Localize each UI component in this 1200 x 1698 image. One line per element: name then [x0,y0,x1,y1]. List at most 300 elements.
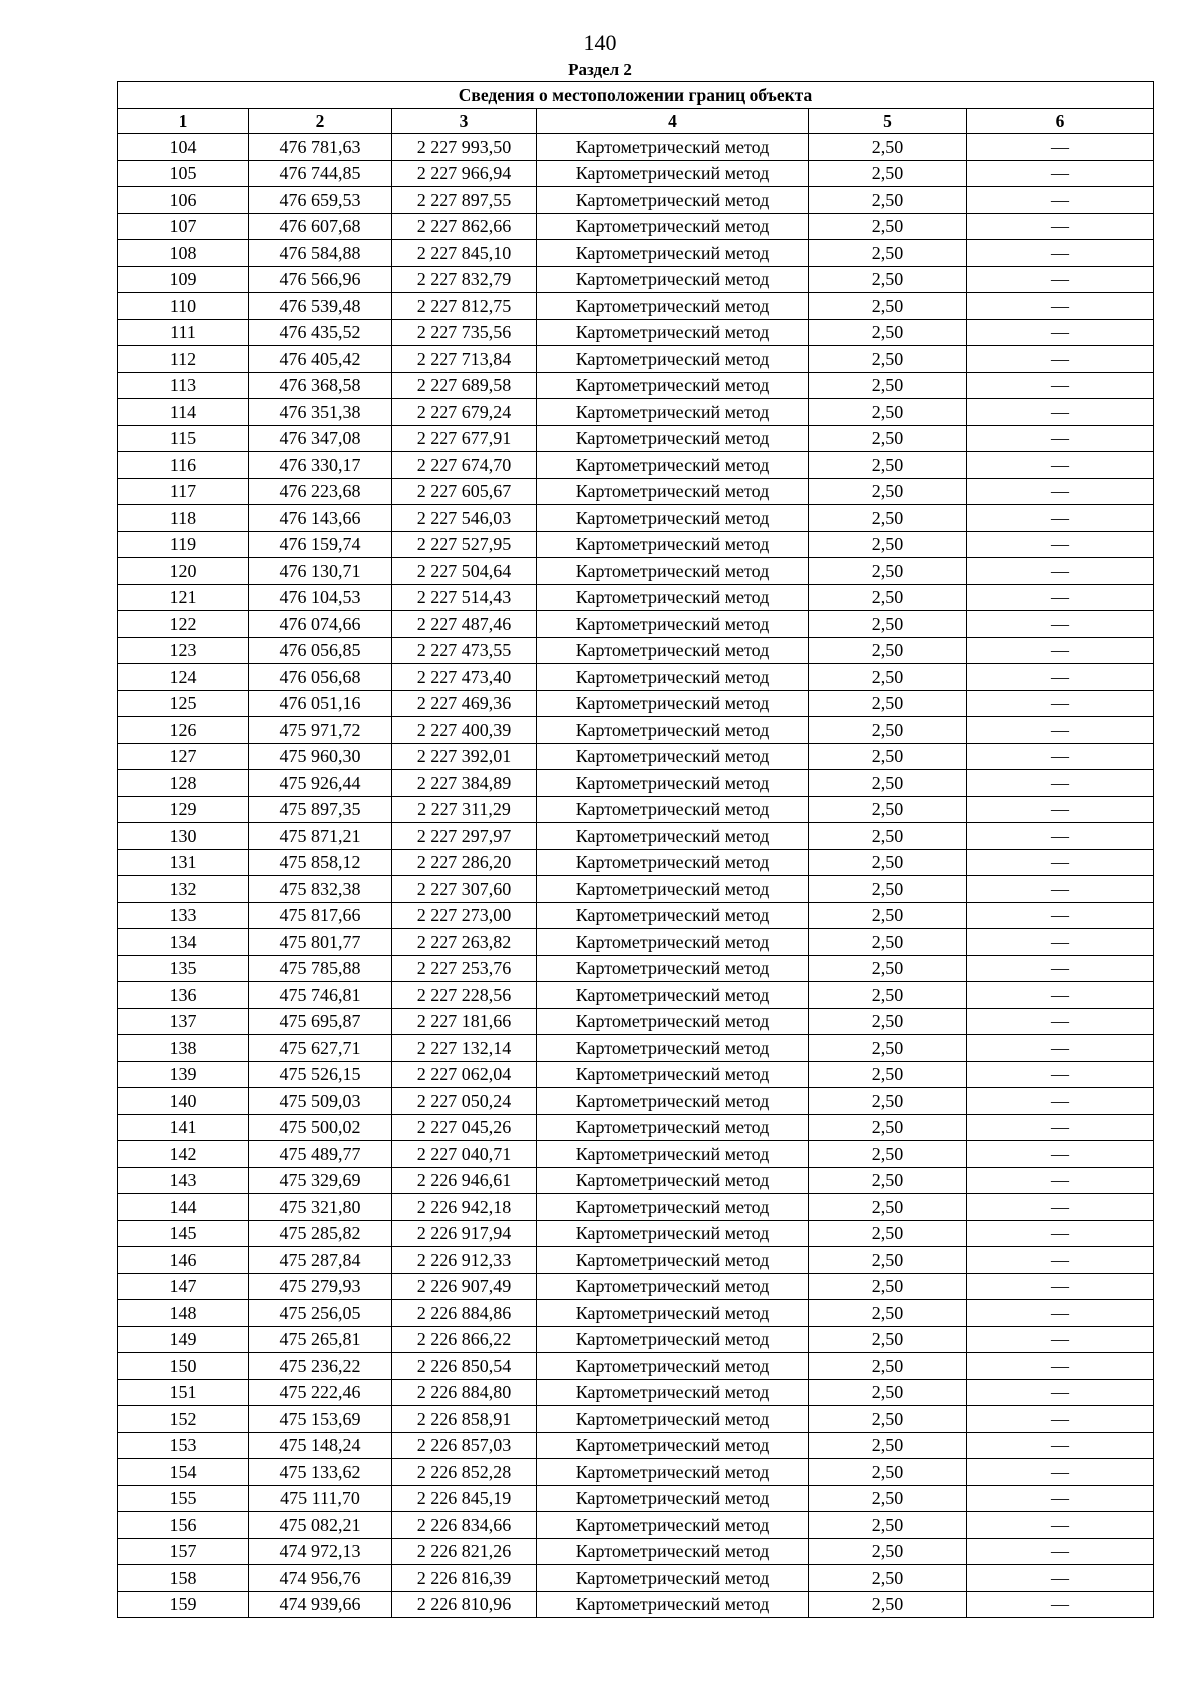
y-coordinate-cell: 2 227 605,67 [392,478,537,505]
note-cell: — [967,1300,1154,1327]
method-cell: Картометрический метод [537,876,809,903]
table-row [118,160,1154,187]
x-coordinate-cell: 475 897,35 [249,796,392,823]
table-row [118,902,1154,929]
table-row [118,743,1154,770]
point-number-cell: 131 [118,849,249,876]
note-cell: — [967,452,1154,479]
accuracy-cell: 2,50 [809,1114,967,1141]
method-cell: Картометрический метод [537,293,809,320]
accuracy-cell: 2,50 [809,1326,967,1353]
point-number-cell: 114 [118,399,249,426]
x-coordinate-cell: 475 817,66 [249,902,392,929]
note-cell: — [967,743,1154,770]
x-coordinate-cell: 476 351,38 [249,399,392,426]
accuracy-cell: 2,50 [809,664,967,691]
accuracy-cell: 2,50 [809,955,967,982]
point-number-cell: 120 [118,558,249,585]
x-coordinate-cell: 475 801,77 [249,929,392,956]
point-number-cell: 155 [118,1485,249,1512]
accuracy-cell: 2,50 [809,1379,967,1406]
table-row [118,637,1154,664]
table-row [118,478,1154,505]
table-body [118,134,1154,1618]
point-number-cell: 144 [118,1194,249,1221]
note-cell: — [967,876,1154,903]
method-cell: Картометрический метод [537,1220,809,1247]
point-number-cell: 156 [118,1512,249,1539]
y-coordinate-cell: 2 226 907,49 [392,1273,537,1300]
point-number-cell: 119 [118,531,249,558]
point-number-cell: 137 [118,1008,249,1035]
method-cell: Картометрический метод [537,452,809,479]
point-number-cell: 115 [118,425,249,452]
accuracy-cell: 2,50 [809,160,967,187]
point-number-cell: 121 [118,584,249,611]
note-cell: — [967,1088,1154,1115]
y-coordinate-cell: 2 226 834,66 [392,1512,537,1539]
y-coordinate-cell: 2 227 384,89 [392,770,537,797]
accuracy-cell: 2,50 [809,637,967,664]
x-coordinate-cell: 475 133,62 [249,1459,392,1486]
accuracy-cell: 2,50 [809,187,967,214]
method-cell: Картометрический метод [537,1432,809,1459]
table-row [118,717,1154,744]
y-coordinate-cell: 2 227 062,04 [392,1061,537,1088]
y-coordinate-cell: 2 226 912,33 [392,1247,537,1274]
x-coordinate-cell: 476 744,85 [249,160,392,187]
method-cell: Картометрический метод [537,1247,809,1274]
point-number-cell: 148 [118,1300,249,1327]
point-number-cell: 147 [118,1273,249,1300]
accuracy-cell: 2,50 [809,1194,967,1221]
method-cell: Картометрический метод [537,1379,809,1406]
note-cell: — [967,134,1154,161]
point-number-cell: 154 [118,1459,249,1486]
method-cell: Картометрический метод [537,1035,809,1062]
table-row [118,531,1154,558]
x-coordinate-cell: 476 056,68 [249,664,392,691]
point-number-cell: 112 [118,346,249,373]
note-cell: — [967,1167,1154,1194]
point-number-cell: 139 [118,1061,249,1088]
y-coordinate-cell: 2 227 307,60 [392,876,537,903]
method-cell: Картометрический метод [537,743,809,770]
note-cell: — [967,690,1154,717]
point-number-cell: 107 [118,213,249,240]
accuracy-cell: 2,50 [809,1353,967,1380]
y-coordinate-cell: 2 227 546,03 [392,505,537,532]
point-number-cell: 149 [118,1326,249,1353]
note-cell: — [967,187,1154,214]
table-row [118,1379,1154,1406]
accuracy-cell: 2,50 [809,770,967,797]
y-coordinate-cell: 2 227 832,79 [392,266,537,293]
note-cell: — [967,1591,1154,1618]
accuracy-cell: 2,50 [809,1088,967,1115]
x-coordinate-cell: 476 130,71 [249,558,392,585]
x-coordinate-cell: 475 265,81 [249,1326,392,1353]
method-cell: Картометрический метод [537,584,809,611]
accuracy-cell: 2,50 [809,1220,967,1247]
y-coordinate-cell: 2 227 286,20 [392,849,537,876]
method-cell: Картометрический метод [537,134,809,161]
point-number-cell: 105 [118,160,249,187]
method-cell: Картометрический метод [537,1591,809,1618]
accuracy-cell: 2,50 [809,319,967,346]
y-coordinate-cell: 2 227 473,40 [392,664,537,691]
y-coordinate-cell: 2 226 866,22 [392,1326,537,1353]
table-row [118,1008,1154,1035]
x-coordinate-cell: 476 659,53 [249,187,392,214]
table-row [118,1194,1154,1221]
x-coordinate-cell: 476 056,85 [249,637,392,664]
y-coordinate-cell: 2 227 050,24 [392,1088,537,1115]
column-number: 4 [537,109,809,134]
note-cell: — [967,1035,1154,1062]
note-cell: — [967,425,1154,452]
x-coordinate-cell: 475 148,24 [249,1432,392,1459]
note-cell: — [967,796,1154,823]
note-cell: — [967,478,1154,505]
accuracy-cell: 2,50 [809,1247,967,1274]
y-coordinate-cell: 2 227 253,76 [392,955,537,982]
method-cell: Картометрический метод [537,664,809,691]
note-cell: — [967,1061,1154,1088]
table-row [118,558,1154,585]
point-number-cell: 138 [118,1035,249,1062]
y-coordinate-cell: 2 226 821,26 [392,1538,537,1565]
point-number-cell: 146 [118,1247,249,1274]
note-cell: — [967,266,1154,293]
note-cell: — [967,1141,1154,1168]
method-cell: Картометрический метод [537,1406,809,1433]
point-number-cell: 110 [118,293,249,320]
table-row [118,346,1154,373]
accuracy-cell: 2,50 [809,1432,967,1459]
method-cell: Картометрический метод [537,1167,809,1194]
column-number: 2 [249,109,392,134]
note-cell: — [967,531,1154,558]
y-coordinate-cell: 2 227 966,94 [392,160,537,187]
note-cell: — [967,1114,1154,1141]
method-cell: Картометрический метод [537,611,809,638]
accuracy-cell: 2,50 [809,1591,967,1618]
table-row [118,664,1154,691]
x-coordinate-cell: 474 939,66 [249,1591,392,1618]
note-cell: — [967,1406,1154,1433]
y-coordinate-cell: 2 227 228,56 [392,982,537,1009]
table-row [118,1061,1154,1088]
x-coordinate-cell: 475 236,22 [249,1353,392,1380]
accuracy-cell: 2,50 [809,690,967,717]
x-coordinate-cell: 476 435,52 [249,319,392,346]
method-cell: Картометрический метод [537,1485,809,1512]
point-number-cell: 116 [118,452,249,479]
accuracy-cell: 2,50 [809,743,967,770]
note-cell: — [967,1247,1154,1274]
y-coordinate-cell: 2 227 689,58 [392,372,537,399]
y-coordinate-cell: 2 227 713,84 [392,346,537,373]
table-row [118,1512,1154,1539]
y-coordinate-cell: 2 227 677,91 [392,425,537,452]
point-number-cell: 158 [118,1565,249,1592]
accuracy-cell: 2,50 [809,1406,967,1433]
x-coordinate-cell: 475 285,82 [249,1220,392,1247]
note-cell: — [967,1326,1154,1353]
method-cell: Картометрический метод [537,346,809,373]
point-number-cell: 134 [118,929,249,956]
method-cell: Картометрический метод [537,770,809,797]
x-coordinate-cell: 476 607,68 [249,213,392,240]
column-number: 3 [392,109,537,134]
y-coordinate-cell: 2 227 812,75 [392,293,537,320]
method-cell: Картометрический метод [537,902,809,929]
table-row [118,584,1154,611]
note-cell: — [967,611,1154,638]
method-cell: Картометрический метод [537,240,809,267]
y-coordinate-cell: 2 227 400,39 [392,717,537,744]
x-coordinate-cell: 475 111,70 [249,1485,392,1512]
table-row [118,1035,1154,1062]
table-row [118,770,1154,797]
method-cell: Картометрический метод [537,1114,809,1141]
accuracy-cell: 2,50 [809,240,967,267]
table-row [118,1459,1154,1486]
x-coordinate-cell: 475 222,46 [249,1379,392,1406]
table-row [118,1432,1154,1459]
table-row [118,849,1154,876]
accuracy-cell: 2,50 [809,1300,967,1327]
table-row [118,1114,1154,1141]
point-number-cell: 127 [118,743,249,770]
y-coordinate-cell: 2 227 045,26 [392,1114,537,1141]
y-coordinate-cell: 2 227 862,66 [392,213,537,240]
x-coordinate-cell: 476 368,58 [249,372,392,399]
method-cell: Картометрический метод [537,478,809,505]
y-coordinate-cell: 2 227 679,24 [392,399,537,426]
x-coordinate-cell: 475 971,72 [249,717,392,744]
point-number-cell: 157 [118,1538,249,1565]
table-row [118,187,1154,214]
table-row [118,796,1154,823]
accuracy-cell: 2,50 [809,1141,967,1168]
table-row [118,425,1154,452]
accuracy-cell: 2,50 [809,1459,967,1486]
y-coordinate-cell: 2 227 297,97 [392,823,537,850]
note-cell: — [967,1485,1154,1512]
method-cell: Картометрический метод [537,160,809,187]
accuracy-cell: 2,50 [809,478,967,505]
accuracy-cell: 2,50 [809,1167,967,1194]
y-coordinate-cell: 2 227 132,14 [392,1035,537,1062]
table-row [118,1326,1154,1353]
x-coordinate-cell: 476 781,63 [249,134,392,161]
y-coordinate-cell: 2 227 469,36 [392,690,537,717]
method-cell: Картометрический метод [537,796,809,823]
note-cell: — [967,982,1154,1009]
y-coordinate-cell: 2 227 181,66 [392,1008,537,1035]
table-row [118,399,1154,426]
method-cell: Картометрический метод [537,1008,809,1035]
x-coordinate-cell: 475 695,87 [249,1008,392,1035]
accuracy-cell: 2,50 [809,902,967,929]
x-coordinate-cell: 476 330,17 [249,452,392,479]
accuracy-cell: 2,50 [809,293,967,320]
note-cell: — [967,372,1154,399]
x-coordinate-cell: 476 159,74 [249,531,392,558]
y-coordinate-cell: 2 227 674,70 [392,452,537,479]
x-coordinate-cell: 476 223,68 [249,478,392,505]
table-row [118,134,1154,161]
y-coordinate-cell: 2 226 816,39 [392,1565,537,1592]
x-coordinate-cell: 475 746,81 [249,982,392,1009]
x-coordinate-cell: 475 960,30 [249,743,392,770]
accuracy-cell: 2,50 [809,611,967,638]
x-coordinate-cell: 476 405,42 [249,346,392,373]
table-row [118,1167,1154,1194]
method-cell: Картометрический метод [537,213,809,240]
x-coordinate-cell: 475 785,88 [249,955,392,982]
method-cell: Картометрический метод [537,1061,809,1088]
accuracy-cell: 2,50 [809,1008,967,1035]
y-coordinate-cell: 2 227 504,64 [392,558,537,585]
note-cell: — [967,346,1154,373]
note-cell: — [967,1273,1154,1300]
table-row [118,823,1154,850]
note-cell: — [967,1008,1154,1035]
table-row [118,1088,1154,1115]
note-cell: — [967,1432,1154,1459]
x-coordinate-cell: 475 321,80 [249,1194,392,1221]
x-coordinate-cell: 475 287,84 [249,1247,392,1274]
x-coordinate-cell: 476 143,66 [249,505,392,532]
point-number-cell: 151 [118,1379,249,1406]
x-coordinate-cell: 474 956,76 [249,1565,392,1592]
table-row [118,876,1154,903]
point-number-cell: 128 [118,770,249,797]
note-cell: — [967,399,1154,426]
method-cell: Картометрический метод [537,505,809,532]
point-number-cell: 150 [118,1353,249,1380]
accuracy-cell: 2,50 [809,1273,967,1300]
note-cell: — [967,160,1154,187]
x-coordinate-cell: 475 832,38 [249,876,392,903]
y-coordinate-cell: 2 227 311,29 [392,796,537,823]
accuracy-cell: 2,50 [809,796,967,823]
point-number-cell: 118 [118,505,249,532]
table-row [118,929,1154,956]
accuracy-cell: 2,50 [809,1035,967,1062]
table-row [118,293,1154,320]
accuracy-cell: 2,50 [809,213,967,240]
table-row [118,1565,1154,1592]
y-coordinate-cell: 2 227 273,00 [392,902,537,929]
point-number-cell: 117 [118,478,249,505]
y-coordinate-cell: 2 226 850,54 [392,1353,537,1380]
y-coordinate-cell: 2 227 263,82 [392,929,537,956]
method-cell: Картометрический метод [537,1273,809,1300]
point-number-cell: 133 [118,902,249,929]
y-coordinate-cell: 2 227 392,01 [392,743,537,770]
point-number-cell: 145 [118,1220,249,1247]
table-row [118,240,1154,267]
table-row [118,1485,1154,1512]
column-number: 6 [967,109,1154,134]
note-cell: — [967,1353,1154,1380]
note-cell: — [967,505,1154,532]
note-cell: — [967,1220,1154,1247]
method-cell: Картометрический метод [537,717,809,744]
table-row [118,505,1154,532]
table-row [118,1300,1154,1327]
method-cell: Картометрический метод [537,1353,809,1380]
method-cell: Картометрический метод [537,399,809,426]
accuracy-cell: 2,50 [809,452,967,479]
y-coordinate-cell: 2 227 527,95 [392,531,537,558]
method-cell: Картометрический метод [537,982,809,1009]
method-cell: Картометрический метод [537,1326,809,1353]
accuracy-cell: 2,50 [809,505,967,532]
note-cell: — [967,717,1154,744]
method-cell: Картометрический метод [537,1512,809,1539]
table-row [118,319,1154,346]
section-title: Раздел 2 [568,60,632,79]
y-coordinate-cell: 2 227 487,46 [392,611,537,638]
table-row [118,213,1154,240]
note-cell: — [967,637,1154,664]
accuracy-cell: 2,50 [809,876,967,903]
point-number-cell: 141 [118,1114,249,1141]
y-coordinate-cell: 2 226 858,91 [392,1406,537,1433]
table-caption: Сведения о местоположении границ объекта [118,82,1154,109]
point-number-cell: 130 [118,823,249,850]
accuracy-cell: 2,50 [809,929,967,956]
y-coordinate-cell: 2 227 040,71 [392,1141,537,1168]
y-coordinate-cell: 2 227 993,50 [392,134,537,161]
note-cell: — [967,1459,1154,1486]
method-cell: Картометрический метод [537,425,809,452]
column-number-row [118,109,1154,134]
note-cell: — [967,664,1154,691]
y-coordinate-cell: 2 227 514,43 [392,584,537,611]
table-row [118,1247,1154,1274]
x-coordinate-cell: 475 256,05 [249,1300,392,1327]
table-row [118,611,1154,638]
table-row [118,955,1154,982]
table-row [118,1273,1154,1300]
point-number-cell: 108 [118,240,249,267]
method-cell: Картометрический метод [537,1459,809,1486]
accuracy-cell: 2,50 [809,531,967,558]
x-coordinate-cell: 476 584,88 [249,240,392,267]
column-number: 5 [809,109,967,134]
note-cell: — [967,558,1154,585]
point-number-cell: 159 [118,1591,249,1618]
point-number-cell: 106 [118,187,249,214]
x-coordinate-cell: 475 279,93 [249,1273,392,1300]
table-row [118,1141,1154,1168]
point-number-cell: 153 [118,1432,249,1459]
y-coordinate-cell: 2 226 946,61 [392,1167,537,1194]
accuracy-cell: 2,50 [809,425,967,452]
method-cell: Картометрический метод [537,1565,809,1592]
point-number-cell: 129 [118,796,249,823]
note-cell: — [967,929,1154,956]
point-number-cell: 143 [118,1167,249,1194]
point-number-cell: 126 [118,717,249,744]
point-number-cell: 142 [118,1141,249,1168]
